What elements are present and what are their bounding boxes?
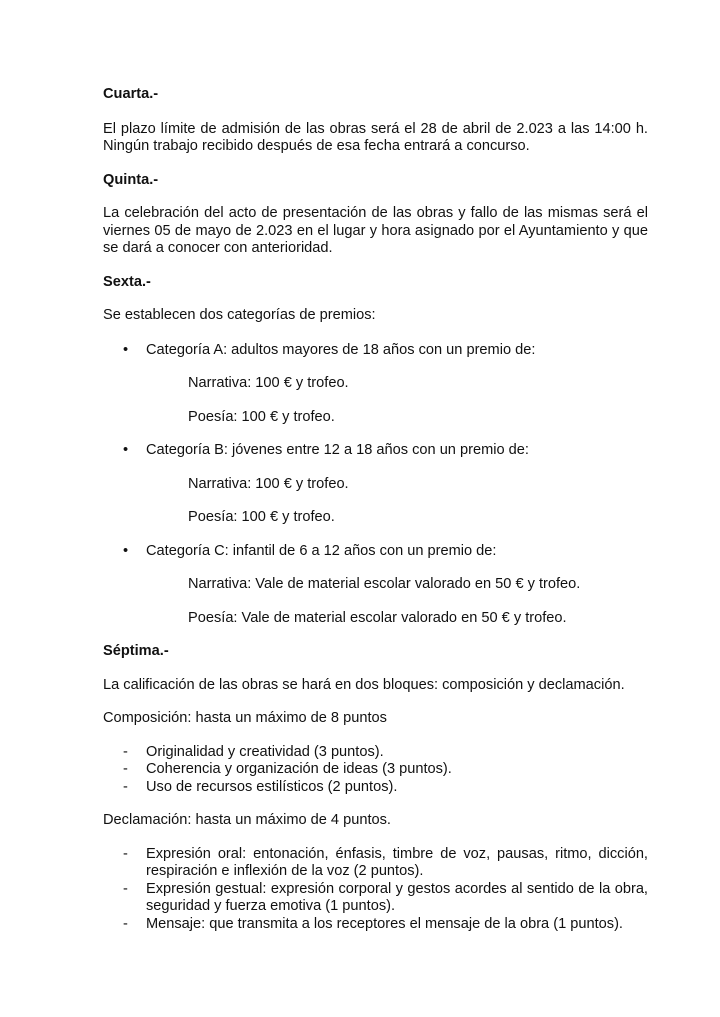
list-item <box>103 744 648 762</box>
dash-icon: - <box>123 845 128 862</box>
section-text-quinta: La celebración del acto de presentación de las obras y fallo de las mismas será el viernes 05 de mayo de 2.023 en el lugar y hora asignado por el Ayuntamiento y que se dará a conocer con anterioridad. <box>103 205 648 256</box>
document-page <box>103 86 648 933</box>
category-c-prize-poesia: Poesía: Vale de material escolar valorado en 50 € y trofeo. <box>188 609 567 626</box>
bullet-icon: • <box>123 341 129 358</box>
section-heading-cuarta: Cuarta.- <box>103 86 159 102</box>
list-item-text: Coherencia y organización de ideas (3 puntos). <box>146 761 452 777</box>
category-a <box>103 342 648 360</box>
category-b <box>103 442 648 460</box>
dash-icon: - <box>123 743 128 760</box>
category-c-prize-narrativa: Narrativa: Vale de material escolar valorado en 50 € y trofeo. <box>188 576 581 592</box>
section-intro-sexta: Se establecen dos categorías de premios: <box>103 307 376 323</box>
section-heading-septima: Séptima.- <box>103 643 169 659</box>
category-c-label: Categoría C: infantil de 6 a 12 años con un premio de: <box>146 542 497 559</box>
composicion-list <box>103 744 648 797</box>
list-item <box>103 916 648 934</box>
bullet-icon: • <box>123 442 129 458</box>
list-item-text: Expresión gestual: expresión corporal y gestos acordes al sentido de la obra, seguridad y fuerza emotiva (1 puntos). <box>146 880 648 914</box>
list-item-text: Mensaje: que transmita a los receptores el mensaje de la obra (1 puntos). <box>146 915 623 932</box>
category-a-prize-poesia: Poesía: 100 € y trofeo. <box>188 408 335 425</box>
section-intro-septima: La calificación de las obras se hará en dos bloques: composición y declamación. <box>103 676 625 693</box>
category-c <box>103 543 648 561</box>
category-a-prize-narrativa: Narrativa: 100 € y trofeo. <box>188 375 349 391</box>
list-item-text: Expresión oral: entonación, énfasis, timbre de voz, pausas, ritmo, dicción, respiración e inflexión de la voz (2 puntos). <box>146 845 648 879</box>
declamacion-title: Declamación: hasta un máximo de 4 puntos. <box>103 812 391 828</box>
section-heading-quinta: Quinta.- <box>103 171 159 188</box>
category-b-label: Categoría B: jóvenes entre 12 a 18 años con un premio de: <box>146 442 529 458</box>
category-b-prize-narrativa: Narrativa: 100 € y trofeo. <box>188 475 349 492</box>
category-a-label: Categoría A: adultos mayores de 18 años con un premio de: <box>146 341 536 358</box>
dash-icon: - <box>123 915 128 932</box>
list-item <box>103 779 648 797</box>
list-item <box>103 881 648 916</box>
list-item <box>103 761 648 779</box>
bullet-icon: • <box>123 542 129 559</box>
list-item-text: Uso de recursos estilísticos (2 puntos). <box>146 778 398 795</box>
section-text-cuarta: El plazo límite de admisión de las obras será el 28 de abril de 2.023 a las 14:00 h. Ningún trabajo recibido después de esa fecha entrará a concurso. <box>103 120 648 154</box>
composicion-title: Composición: hasta un máximo de 8 puntos <box>103 710 387 726</box>
dash-icon: - <box>123 778 128 795</box>
dash-icon: - <box>123 761 128 777</box>
category-b-prize-poesia: Poesía: 100 € y trofeo. <box>188 509 335 525</box>
section-heading-sexta: Sexta.- <box>103 273 151 290</box>
list-item-text: Originalidad y creatividad (3 puntos). <box>146 743 384 760</box>
list-item <box>103 846 648 881</box>
dash-icon: - <box>123 880 128 897</box>
declamacion-list <box>103 846 648 934</box>
